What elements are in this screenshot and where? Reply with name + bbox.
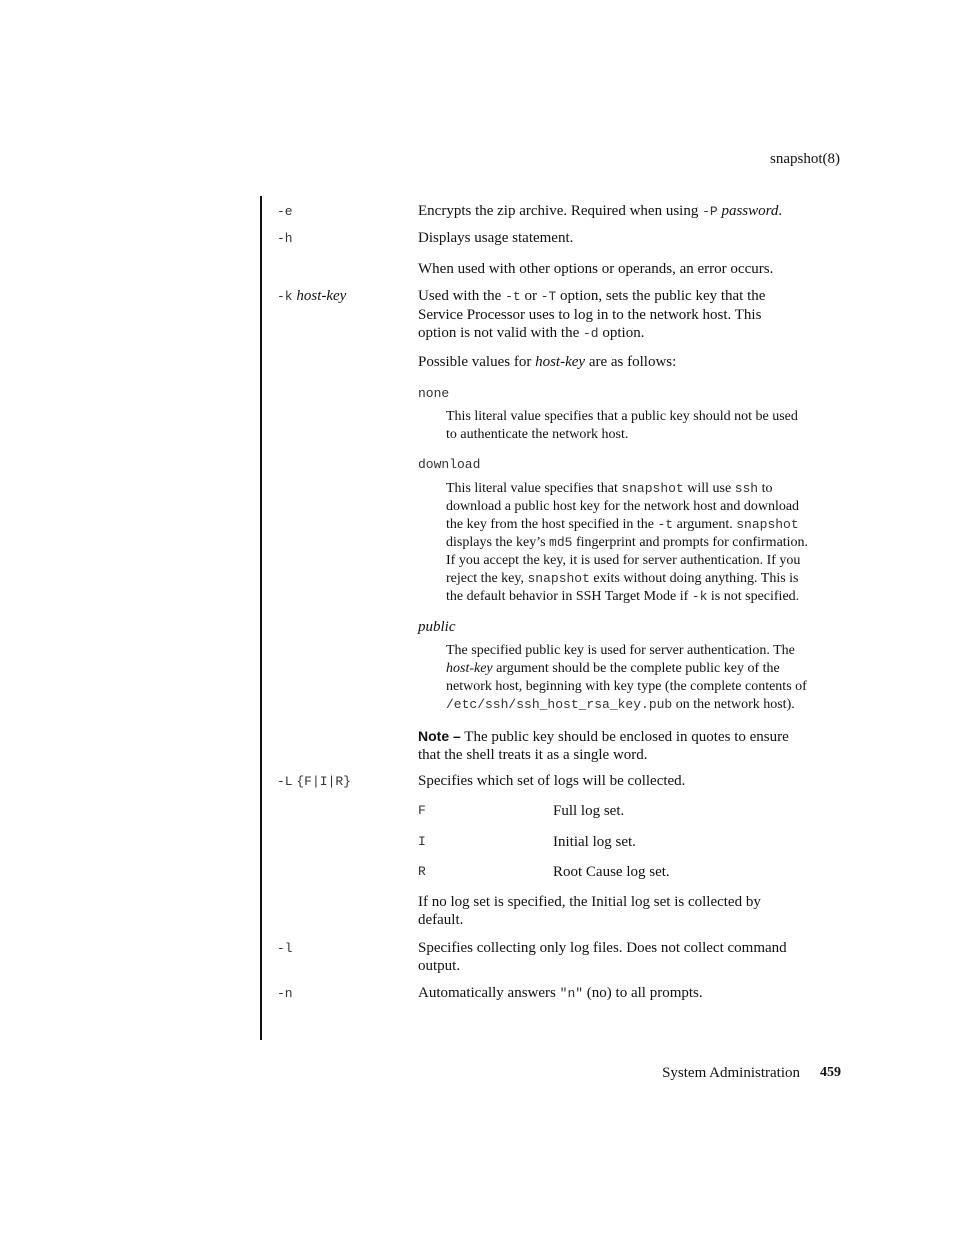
footer-title: System Administration [662,1065,800,1081]
option-h-description: Displays usage statement. [418,230,574,246]
option-l-description: Specifies collecting only log files. Does not collect command output. [418,940,787,974]
option-l [277,939,293,958]
option-k-values-intro: Possible values for host-key are as follows: [418,354,677,370]
option-h [277,229,293,248]
option-flag: -L [277,774,293,789]
option-L [277,772,351,791]
option-e [277,202,293,221]
log-set-key: R [418,864,426,879]
value-term-none: none [418,386,450,401]
log-set-value: Full log set. [553,803,625,819]
value-desc-public: The specified public key is used for server authentication. The host-key argument should be the complete public key of the network host, beginning with key type (the complete contents of /etc/ssh/ssh_host_rsa_key.pub on the network host). [446,643,807,712]
option-k [277,287,346,306]
page-number: 459 [820,1065,841,1080]
value-desc-download: This literal value specifies that snapshot will use ssh to download a public host key for the network host and download the key from the host specified in the -t argument. snapshot displays the key’s md5 fingerprint and prompts for confirmation. If you accept the key, it is used for server authentication. If you reject the key, snapshot exits without doing anything. This is the default behavior in SSH Target Mode if -k is not specified. [446,481,809,604]
option-flag: -n [277,986,293,1001]
option-flag: -h [277,231,293,246]
option-arg: host-key [296,288,347,304]
option-h-description-2: When used with other options or operands, an error occurs. [418,261,774,277]
value-desc-none: This literal value specifies that a public key should not be used to authenticate the network host. [446,409,798,442]
log-set-value: Initial log set. [553,834,636,850]
note: Note – The public key should be enclosed in quotes to ensure that the shell treats it as a single word. [418,728,789,763]
option-arg: {F|I|R} [296,774,351,789]
log-set-key: F [418,803,426,818]
value-term-public: public [418,619,456,635]
option-flag: -k [277,289,293,304]
option-n [277,984,293,1003]
log-set-value: Root Cause log set. [553,864,670,880]
note-label: Note – [418,728,461,744]
option-n-description: Automatically answers "n" (no) to all prompts. [418,985,703,1001]
running-head: snapshot(8) [770,151,840,167]
value-term-download: download [418,457,481,472]
option-e-description: Encrypts the zip archive. Required when using -P password. [418,203,783,219]
option-k-description: Used with the -t or -T option, sets the public key that the Service Processor uses to log in to the network host. This option is not valid with the -d option. [418,288,766,341]
option-flag: -e [277,204,293,219]
log-set-key: I [418,834,426,849]
option-flag: -l [277,941,293,956]
change-bar [260,196,262,1040]
option-L-default: If no log set is specified, the Initial log set is collected by default. [418,894,761,928]
option-L-description: Specifies which set of logs will be collected. [418,773,686,789]
